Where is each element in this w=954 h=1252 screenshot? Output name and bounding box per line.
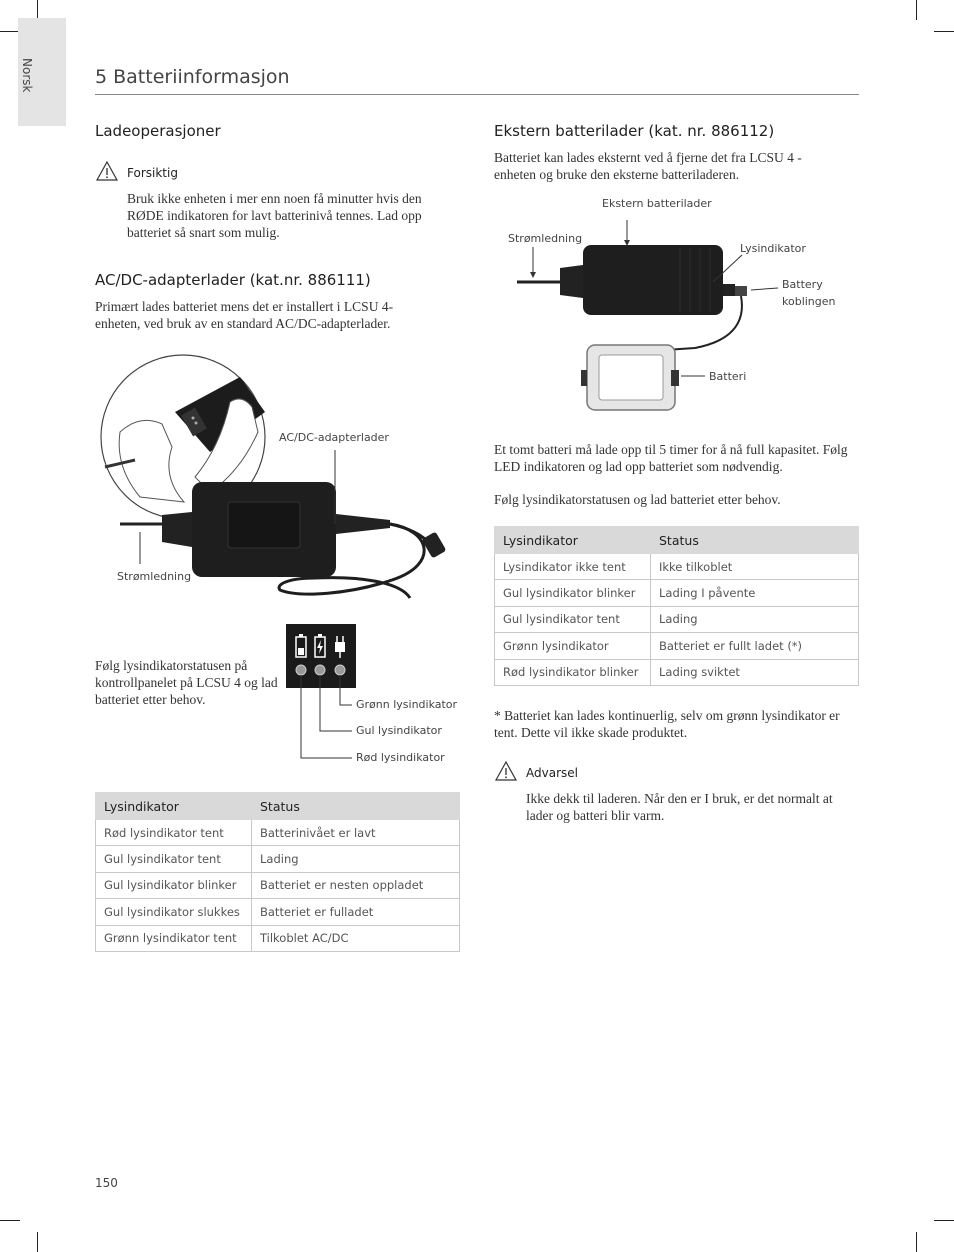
table-cell: Grønn lysindikator tent [96,925,252,951]
footnote: * Batteriet kan lades kontinuerlig, selv om grønn lysindikator er tent. Dette vil ikke skade produktet. [494,708,840,740]
table-row [96,872,460,898]
table-row [96,846,460,872]
table-row [96,925,460,951]
charger-label: Ekstern batterilader [602,197,712,210]
table-cell: Batterinivået er lavt [252,820,460,846]
battery-connector-label-line: koblingen [782,295,836,308]
table-cell: Ikke tilkoblet [651,554,859,580]
adapter-label: AC/DC-adapterlader [279,431,389,444]
table-cell: Lading [252,846,460,872]
table-header: Status [252,793,460,820]
led-green-label: Grønn lysindikator [356,698,458,711]
table-row [495,580,859,606]
battery-connector-label [782,276,836,310]
table-row [495,554,859,580]
adapter-heading: AC/DC-adapterlader (kat.nr. 886111) [95,271,371,289]
table-cell: Lysindikator ikke tent [495,554,651,580]
table-cell: Lading sviktet [651,659,859,685]
page-number: 150 [95,1176,118,1190]
table-row [495,606,859,632]
table-cell: Tilkoblet AC/DC [252,925,460,951]
chapter-rule [95,94,859,95]
table-cell: Lading [651,606,859,632]
led-red-label: Rød lysindikator [356,751,445,764]
crop-mark [37,0,38,20]
table-row [96,899,460,925]
charging-heading: Ladeoperasjoner [95,122,221,140]
table-row [96,820,460,846]
language-tab [18,18,66,126]
crop-mark [37,1232,38,1252]
table-header: Lysindikator [96,793,252,820]
table-row [495,633,859,659]
caution-icon [96,161,118,181]
table-header-row [96,793,460,820]
external-text: Batteriet kan lades eksternt ved å fjerne det fra LCSU 4 -enheten og bruke den eksterne batteriladeren. [494,150,802,182]
follow-indicator-text: Følg lysindikatorstatusen og lad batteriet etter behov. [494,492,781,507]
power-cord-label: Strømledning [508,232,583,245]
crop-mark [0,31,20,32]
table-cell: Batteriet er nesten oppladet [252,872,460,898]
crop-mark [916,0,917,20]
table-cell: Gul lysindikator tent [96,846,252,872]
crop-mark [916,1232,917,1252]
led-panel [286,624,356,764]
warning-icon [495,761,517,781]
crop-mark [0,1220,20,1221]
language-tab-label: Norsk [20,58,34,93]
caution-label: Forsiktig [127,166,178,180]
table-cell: Batteriet er fullt ladet (*) [651,633,859,659]
table-cell: Lading I påvente [651,580,859,606]
battery-label: Batteri [709,370,747,383]
table-cell: Gul lysindikator slukkes [96,899,252,925]
empty-battery-text: Et tomt batteri må lade opp til 5 timer for å nå full kapasitet. Følg LED indikatoren og lad opp batteriet som nødvendig. [494,442,848,474]
crop-mark [934,1220,954,1221]
table-cell: Batteriet er fulladet [252,899,460,925]
indicator-label: Lysindikator [740,242,806,255]
external-heading: Ekstern batterilader (kat. nr. 886112) [494,122,775,140]
external-status-table [494,526,859,686]
table-header: Status [651,527,859,554]
chapter-title: 5 Batteriinformasjon [95,66,290,88]
power-cord-label: Strømledning [117,570,192,583]
adapter-text: Primært lades batteriet mens det er installert i LCSU 4-enheten, ved bruk av en standard AC/DC-adapterlader. [95,299,394,331]
warning-label: Advarsel [526,766,578,780]
caution-text: Bruk ikke enheten i mer enn noen få minutter hvis den RØDE indikatoren for lavt batterinivå tennes. Lad opp batteriet så snart som mulig. [127,191,422,240]
crop-mark [934,31,954,32]
table-cell: Rød lysindikator blinker [495,659,651,685]
led-yellow-label: Gul lysindikator [356,724,442,737]
battery-connector-label-line: Battery [782,278,823,291]
table-cell: Gul lysindikator blinker [495,580,651,606]
table-cell: Gul lysindikator blinker [96,872,252,898]
panel-text: Følg lysindikatorstatusen på kontrollpanelet på LCSU 4 og lad batteriet etter behov. [95,658,278,707]
table-cell: Rød lysindikator tent [96,820,252,846]
table-header-row [495,527,859,554]
table-cell: Grønn lysindikator [495,633,651,659]
table-row [495,659,859,685]
table-cell: Gul lysindikator tent [495,606,651,632]
warning-text: Ikke dekk til laderen. Når den er I bruk, er det normalt at lader og batteri blir varm. [526,791,833,823]
table-header: Lysindikator [495,527,651,554]
adapter-status-table [95,792,460,952]
